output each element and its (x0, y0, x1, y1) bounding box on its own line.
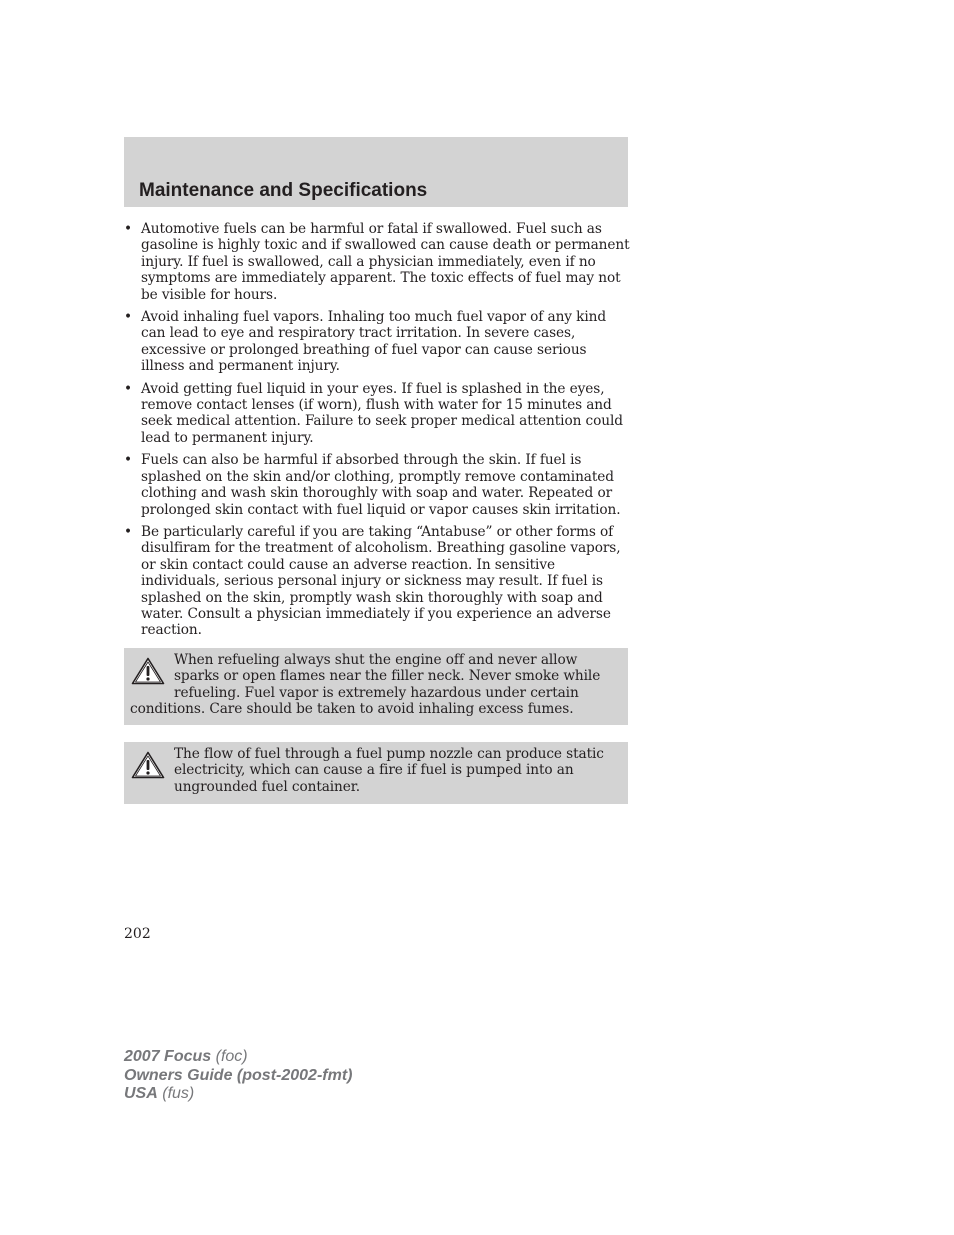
list-item-text: Avoid getting fuel liquid in your eyes. If fuel is splashed in the eyes, remove contact lenses (if worn), flush with water for 15 minutes and seek medical attention. Failure to seek proper medical attention could lead to permanent injury. (141, 380, 623, 446)
section-header-band (124, 137, 628, 207)
bullet-symbol: • (124, 452, 132, 469)
warning-triangle-icon (131, 657, 165, 685)
list-item-text: Avoid inhaling fuel vapors. Inhaling too much fuel vapor of any kind can lead to eye and respiratory tract irritation. In severe cases, excessive or prolonged breathing of fuel vapor can cause serious illness and permanent injury. (141, 309, 607, 375)
list-item (124, 381, 630, 447)
footer-region: USA (124, 1085, 158, 1102)
footer-guide: Owners Guide (post-2002-fmt) (124, 1066, 353, 1084)
list-item (124, 309, 630, 375)
footer (124, 1048, 352, 1104)
footer-region-line (124, 1085, 352, 1104)
warning-text: When refueling always shut the engine off and never allow sparks or open flames near the filler neck. Never smoke while refueling. Fuel vapor is extremely hazardous under certain conditions. Care should be taken to avoid inhaling excess fumes. (130, 652, 601, 718)
warning-text: The flow of fuel through a fuel pump nozzle can produce static electricity, which can cause a fire if fuel is pumped into an ungrounded fuel container. (174, 746, 604, 795)
bullet-symbol: • (124, 221, 132, 237)
list-item-text: Be particularly careful if you are taking “Antabuse” or other forms of disulfiram for the treatment of alcoholism. Breathing gasoline vapors, or skin contact could cause an adverse reaction. In sensitive individuals, serious personal injury or sickness may result. If fuel is splashed on the skin, promptly wash skin thoroughly with soap and water. Consult a physician immediately if you experience an adverse reaction. (141, 523, 621, 639)
list-item (124, 221, 630, 303)
bullet-symbol: • (124, 380, 132, 397)
section-title: Maintenance and Specifications (139, 180, 428, 201)
warning-triangle-icon (131, 751, 165, 779)
bullet-symbol: • (124, 309, 132, 326)
list-item-text: Automotive fuels can be harmful or fatal if swallowed. Fuel such as gasoline is highly toxic and if swallowed can cause death or permanent injury. If fuel is swallowed, call a physician immediately, even if no symptoms are immediately apparent. The toxic effects of fuel may not be visible for hours. (141, 221, 630, 303)
warning-box-refueling (124, 648, 628, 725)
list-item-text: Fuels can also be harmful if absorbed through the skin. If fuel is splashed on the skin and/or clothing, promptly remove contaminated clothing and wash skin thoroughly with soap and water. Repeated or prolonged skin contact with fuel liquid or vapor causes skin irritation. (141, 452, 621, 518)
footer-model: 2007 Focus (124, 1048, 212, 1065)
list-item (124, 452, 630, 518)
bullet-symbol: • (124, 523, 132, 540)
warning-box-static (124, 742, 628, 804)
page-number: 202 (124, 926, 151, 942)
list-item (124, 524, 630, 639)
footer-guide-line (124, 1067, 352, 1086)
footer-model-code: (foc) (215, 1048, 248, 1065)
footer-model-line (124, 1048, 352, 1067)
bullet-list (124, 221, 630, 645)
footer-region-code: (fus) (162, 1085, 195, 1102)
